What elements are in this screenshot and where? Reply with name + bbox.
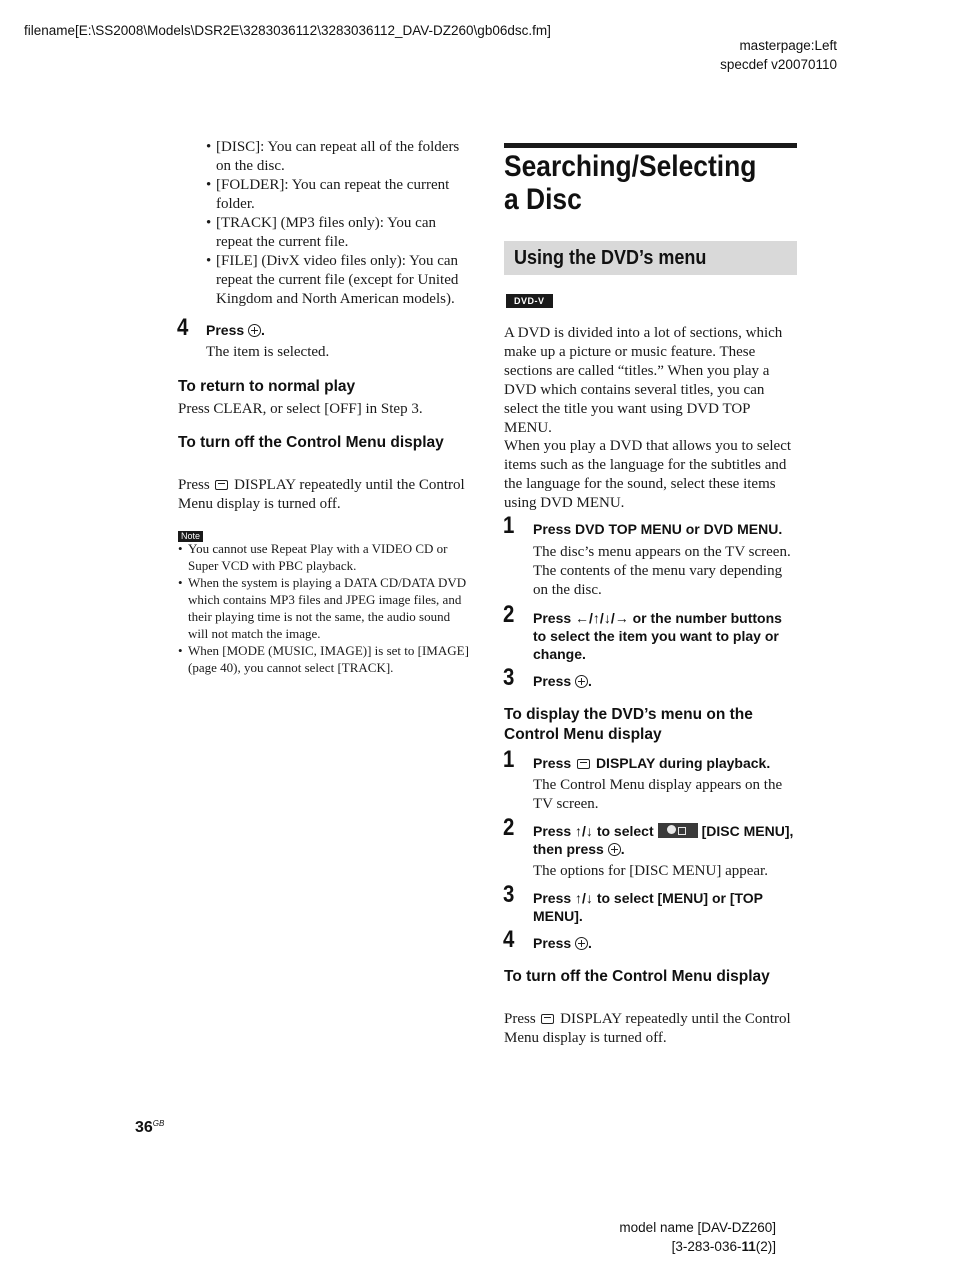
page-number: $36^{GB}$: [135, 1119, 165, 1136]
intro-paragraph-2: When you play a DVD that allows you to select items such as the language for the subtitles and the language for the sound, select these items using DVD MENU.: [504, 438, 792, 511]
display-button-icon: [541, 1014, 554, 1024]
display-button-icon: [215, 480, 228, 490]
enter-button-icon: [248, 324, 261, 337]
step-instruction: Press .: [533, 673, 592, 689]
note-item: • When [MODE (MUSIC, IMAGE)] is set to [IMAGE] (page 40), you cannot select [TRACK].: [178, 642, 470, 676]
notes-list: [178, 540, 470, 676]
step-description: The item is selected.: [206, 344, 330, 360]
note-badge: Note: [178, 526, 203, 544]
step-number: 3: [503, 664, 515, 691]
masterpage-label: masterpage:Left: [739, 38, 837, 53]
note-item: • When the system is playing a DATA CD/DATA DVD which contains MP3 files and JPEG image files, and their playing time is not the same, the audio sound will not match the image.: [178, 574, 470, 642]
display-button-icon: [577, 759, 590, 769]
list-item: • [FILE] (DivX video files only): You can repeat the current file (except for United Kingdom and North American models).: [206, 252, 468, 309]
step-number: 4: [503, 926, 515, 953]
step-description: The disc’s menu appears on the TV screen. The contents of the menu vary depending on the disc.: [533, 544, 791, 598]
return-heading: To return to normal play: [178, 378, 356, 395]
list-item: • [DISC]: You can repeat all of the folders on the disc.: [206, 138, 468, 176]
repeat-options-list: [206, 138, 468, 309]
step-instruction: Press DISPLAY during playback.: [533, 755, 771, 771]
model-name-footer: model name [DAV-DZ260]: [619, 1220, 776, 1235]
step-number: 1: [503, 746, 515, 773]
return-text: Press CLEAR, or select [OFF] in Step 3.: [178, 401, 423, 417]
step-instruction: Press ↑/↓ to select [MENU] or [TOP MENU].: [533, 890, 763, 924]
step-instruction: Press .: [206, 322, 265, 338]
step-number: 2: [503, 814, 515, 841]
dvd-v-badge: DVD-V: [506, 291, 553, 309]
step-instruction: Press .: [533, 935, 592, 951]
step-instruction: Press ←/↑/↓/→ or the number buttons to select the item you want to play or change.: [533, 610, 782, 662]
step-number: 1: [503, 512, 515, 539]
step-number: 4: [177, 314, 189, 341]
section-header-bar: [504, 241, 797, 275]
section-title: Using the DVD’s menu: [514, 247, 707, 269]
enter-button-icon: [575, 675, 588, 688]
enter-button-icon: [575, 937, 588, 950]
turnoff-heading: To turn off the Control Menu display: [504, 968, 770, 985]
intro-paragraph-1: A DVD is divided into a lot of sections, which make up a picture or music feature. These sections are called “titles.” When you play a DVD which contains several titles, you can select the title you want using DVD TOP MENU.: [504, 325, 783, 436]
list-item: • [FOLDER]: You can repeat the current folder.: [206, 176, 468, 214]
part-code-footer: [3-283-036-11(2)]: [671, 1239, 776, 1254]
filename-header: filename[E:\SS2008\Models\DSR2E\3283036112\3283036112_DAV-DZ260\gb06dsc.fm]: [24, 23, 551, 38]
step-description: The options for [DISC MENU] appear.: [533, 863, 768, 879]
turnoff-text: Press DISPLAY repeatedly until the Control Menu display is turned off.: [504, 1011, 791, 1046]
title-rule: [504, 143, 797, 148]
step-number: 3: [503, 881, 515, 908]
turnoff-text: Press DISPLAY repeatedly until the Control Menu display is turned off.: [178, 477, 465, 512]
list-item: • [TRACK] (MP3 files only): You can repeat the current file.: [206, 214, 468, 252]
step-number: 2: [503, 601, 515, 628]
disc-menu-icon: [658, 823, 698, 838]
specdef-label: specdef v20070110: [720, 57, 837, 72]
step-description: The Control Menu display appears on the TV screen.: [533, 777, 783, 812]
turnoff-heading: To turn off the Control Menu display: [178, 434, 444, 451]
enter-button-icon: [608, 843, 621, 856]
note-item: • You cannot use Repeat Play with a VIDEO CD or Super VCD with PBC playback.: [178, 540, 470, 574]
step-instruction: Press DVD TOP MENU or DVD MENU.: [533, 521, 783, 537]
display-menu-heading: To display the DVD’s menu on the Control Menu display: [504, 706, 753, 743]
step-instruction: Press ↑/↓ to select [DISC MENU], then press .: [533, 823, 794, 857]
page-title: Searching/Selecting a Disc: [504, 150, 757, 216]
